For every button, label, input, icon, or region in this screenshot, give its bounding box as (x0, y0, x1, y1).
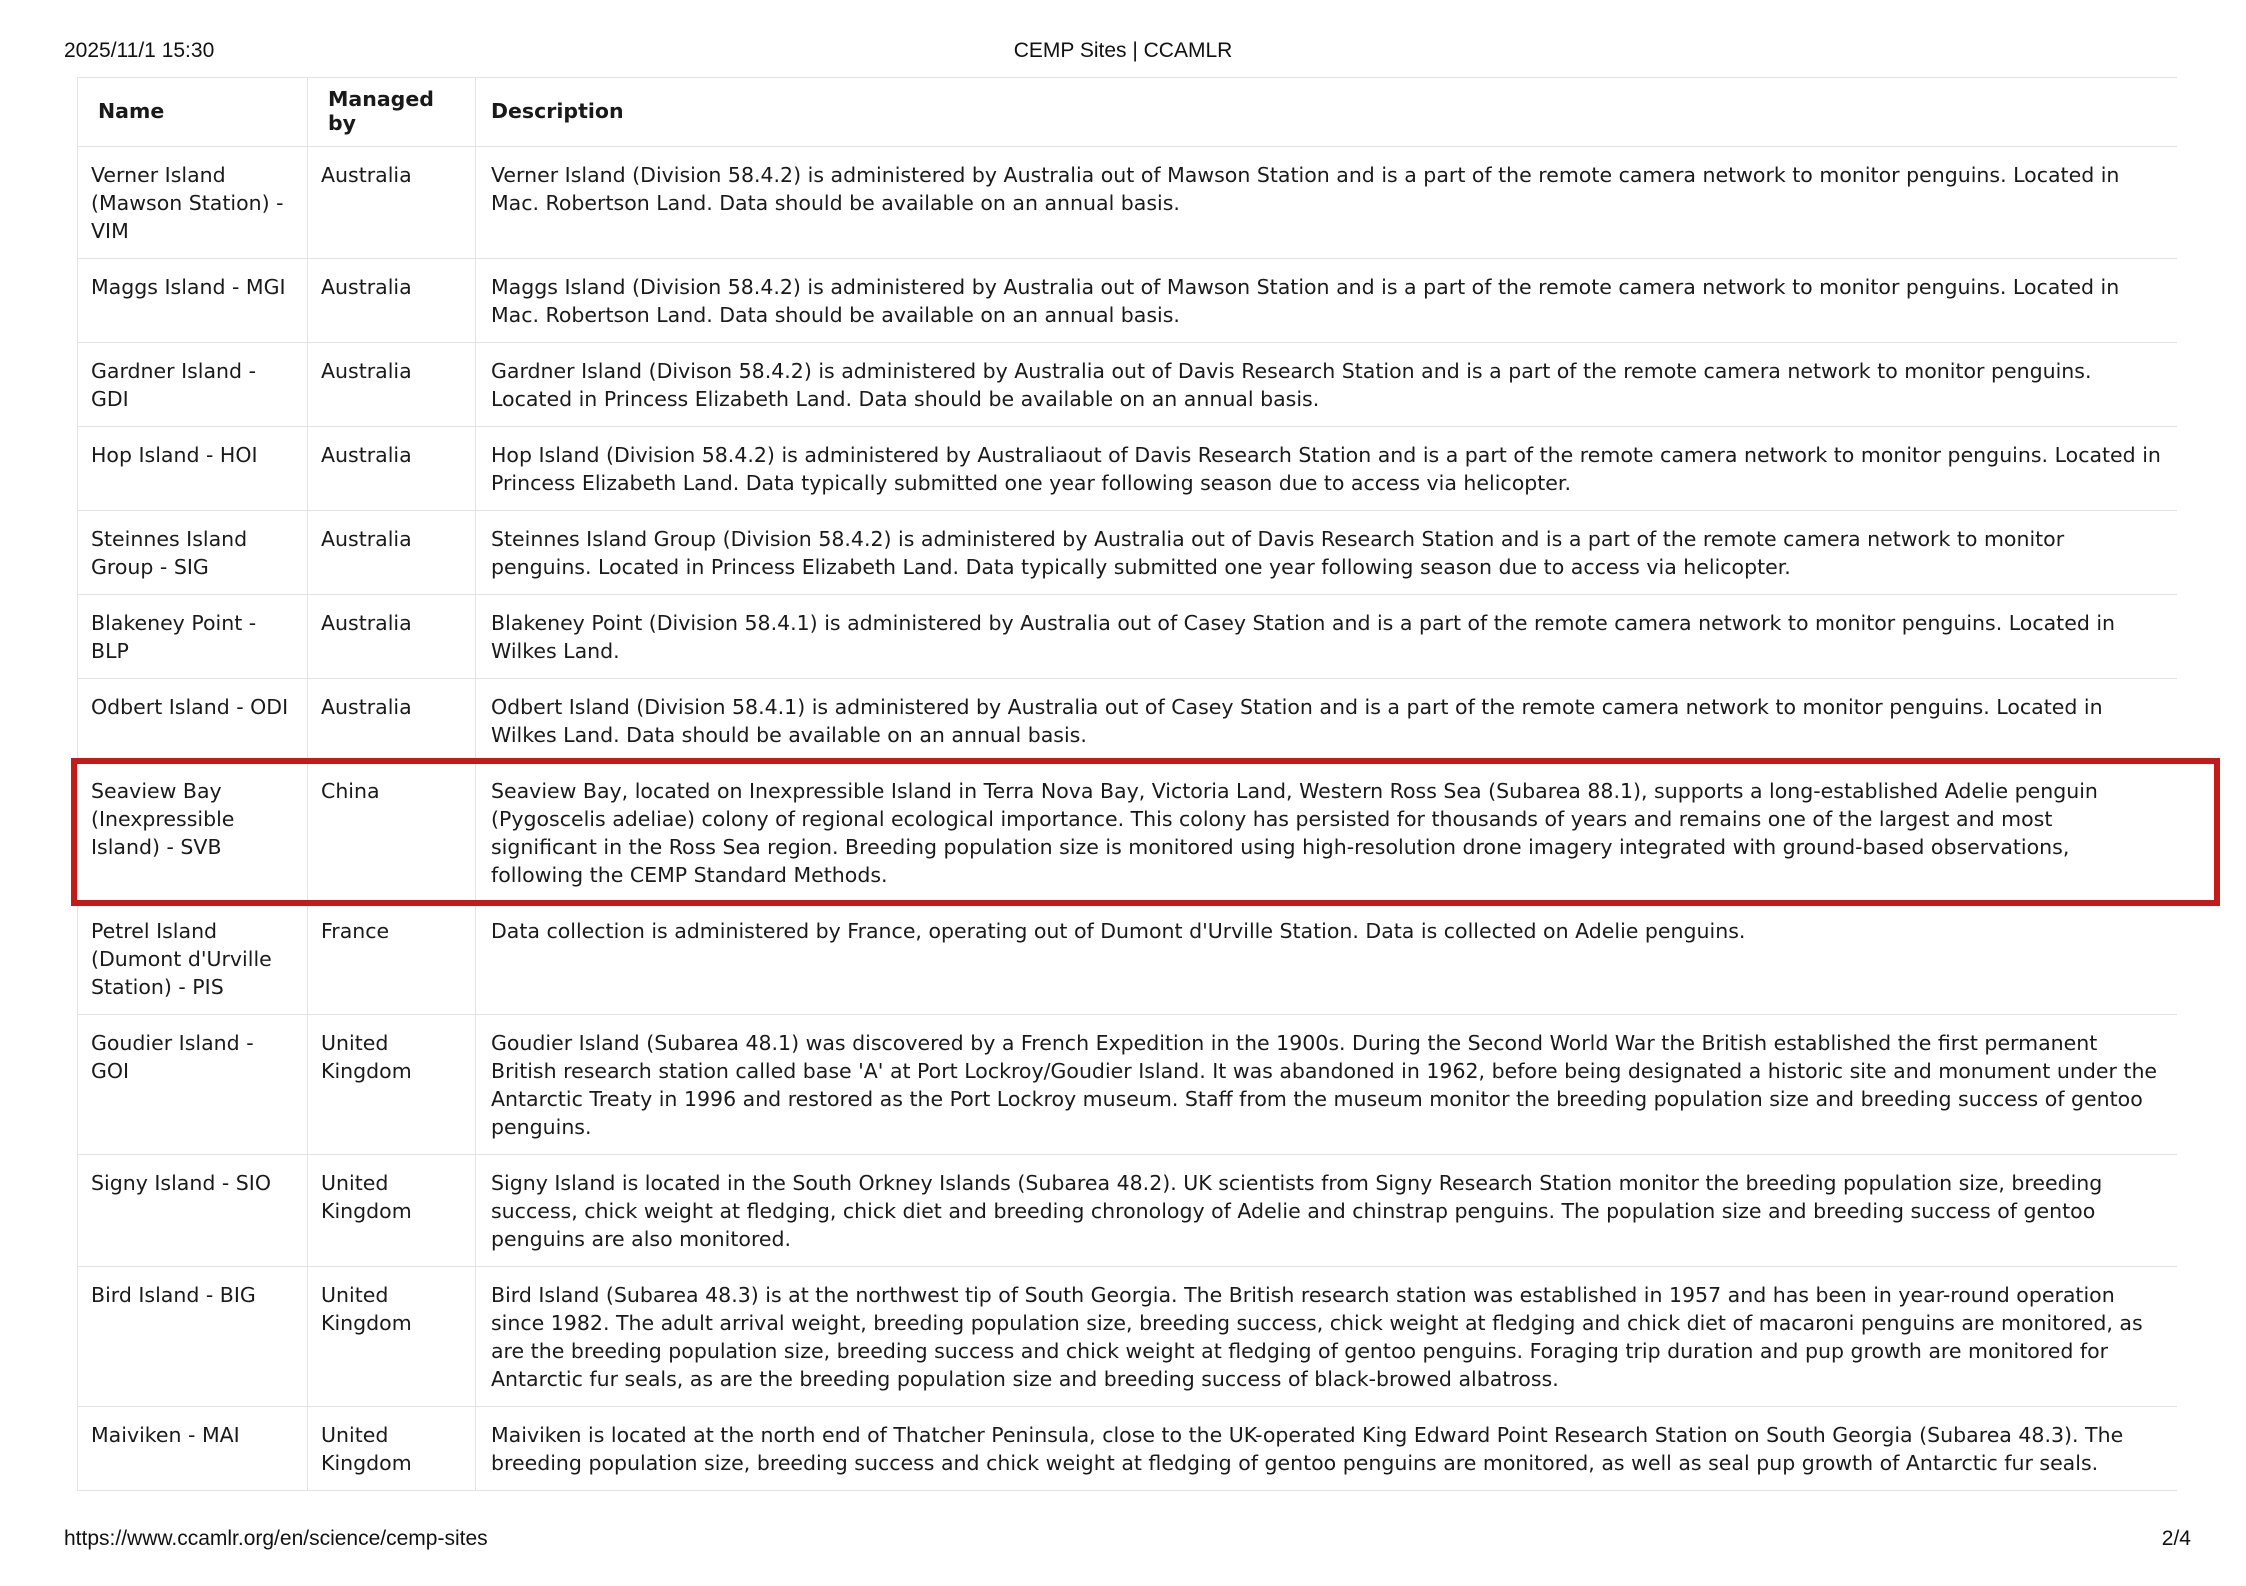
site-description: Blakeney Point (Division 58.4.1) is administered by Australia out of Casey Station and is a part of the remote camera network to monitor penguins. Located in Wilkes Land. (476, 595, 2177, 679)
table-row (78, 679, 2177, 763)
site-name[interactable]: Seaview Bay (Inexpressible Island) - SVB (78, 763, 308, 903)
site-name[interactable]: Maiviken - MAI (78, 1407, 308, 1491)
table-row (78, 511, 2177, 595)
site-description: Steinnes Island Group (Division 58.4.2) is administered by Australia out of Davis Research Station and is a part of the remote camera network to monitor penguins. Located in Princess Elizabeth Land. Data typically submitted one year following season due to access via helicopter. (476, 511, 2177, 595)
site-name[interactable]: Signy Island - SIO (78, 1155, 308, 1267)
table-row (78, 903, 2177, 1015)
column-header-managed-by[interactable]: Managed by (308, 78, 476, 147)
managed-by: Australia (308, 147, 476, 259)
site-name[interactable]: Maggs Island - MGI (78, 259, 308, 343)
table-row (78, 1155, 2177, 1267)
managed-by: China (308, 763, 476, 903)
managed-by: Australia (308, 511, 476, 595)
managed-by: France (308, 903, 476, 1015)
managed-by: Australia (308, 343, 476, 427)
site-description: Maiviken is located at the north end of Thatcher Peninsula, close to the UK-operated King Edward Point Research Station on South Georgia (Subarea 48.3). The breeding population size, breeding success and chick weight at fledging of gentoo penguins are monitored, as well as seal pup growth of Antarctic fur seals. (476, 1407, 2177, 1491)
table-row (78, 1407, 2177, 1491)
table-row-highlighted (78, 763, 2177, 903)
print-url[interactable]: https://www.ccamlr.org/en/science/cemp-sites (64, 1527, 488, 1550)
table-row (78, 259, 2177, 343)
managed-by: Australia (308, 679, 476, 763)
managed-by: United Kingdom (308, 1155, 476, 1267)
table-header-row (78, 78, 2177, 147)
site-name[interactable]: Petrel Island (Dumont d'Urville Station) - PIS (78, 903, 308, 1015)
site-name[interactable]: Gardner Island - GDI (78, 343, 308, 427)
site-description: Verner Island (Division 58.4.2) is administered by Australia out of Mawson Station and is a part of the remote camera network to monitor penguins. Located in Mac. Robertson Land. Data should be available on an annual basis. (476, 147, 2177, 259)
site-name[interactable]: Blakeney Point - BLP (78, 595, 308, 679)
managed-by: Australia (308, 259, 476, 343)
table-row (78, 427, 2177, 511)
site-description: Gardner Island (Divison 58.4.2) is administered by Australia out of Davis Research Station and is a part of the remote camera network to monitor penguins. Located in Princess Elizabeth Land. Data should be available on an annual basis. (476, 343, 2177, 427)
site-name[interactable]: Odbert Island - ODI (78, 679, 308, 763)
table-row (78, 1015, 2177, 1155)
site-description: Signy Island is located in the South Orkney Islands (Subarea 48.2). UK scientists from Signy Research Station monitor the breeding population size, breeding success, chick weight at fledging, chick diet and breeding chronology of Adelie and chinstrap penguins. The population size and breeding success of gentoo penguins are also monitored. (476, 1155, 2177, 1267)
site-description: Data collection is administered by France, operating out of Dumont d'Urville Station. Data is collected on Adelie penguins. (476, 903, 2177, 1015)
site-description: Goudier Island (Subarea 48.1) was discovered by a French Expedition in the 1900s. During the Second World War the British established the first permanent British research station called base 'A' at Port Lockroy/Goudier Island. It was abandoned in 1962, before being designated a historic site and monument under the Antarctic Treaty in 1996 and restored as the Port Lockroy museum. Staff from the museum monitor the breeding population size and breeding success of gentoo penguins. (476, 1015, 2177, 1155)
table-row (78, 343, 2177, 427)
column-header-name[interactable]: Name (78, 78, 308, 147)
cemp-sites-table (77, 77, 2177, 1491)
site-name[interactable]: Hop Island - HOI (78, 427, 308, 511)
managed-by: Australia (308, 595, 476, 679)
site-description: Bird Island (Subarea 48.3) is at the northwest tip of South Georgia. The British research station was established in 1957 and has been in year-round operation since 1982. The adult arrival weight, breeding population size, breeding success, chick weight at fledging and chick diet of macaroni penguins are monitored, as are the breeding population size, breeding success and chick weight at fledging of gentoo penguins. Foraging trip duration and pup growth are monitored for Antarctic fur seals, as are the breeding population size and breeding success of black-browed albatross. (476, 1267, 2177, 1407)
table-row (78, 1267, 2177, 1407)
site-name[interactable]: Steinnes Island Group - SIG (78, 511, 308, 595)
site-name[interactable]: Goudier Island - GOI (78, 1015, 308, 1155)
managed-by: Australia (308, 427, 476, 511)
page-number: 2/4 (2161, 1527, 2191, 1550)
site-description: Maggs Island (Division 58.4.2) is administered by Australia out of Mawson Station and is a part of the remote camera network to monitor penguins. Located in Mac. Robertson Land. Data should be available on an annual basis. (476, 259, 2177, 343)
site-name[interactable]: Bird Island - BIG (78, 1267, 308, 1407)
managed-by: United Kingdom (308, 1267, 476, 1407)
site-description: Odbert Island (Division 58.4.1) is administered by Australia out of Casey Station and is a part of the remote camera network to monitor penguins. Located in Wilkes Land. Data should be available on an annual basis. (476, 679, 2177, 763)
column-header-description: Description (476, 78, 2177, 147)
managed-by: United Kingdom (308, 1015, 476, 1155)
table-row (78, 595, 2177, 679)
print-page-title: CEMP Sites | CCAMLR (1013, 39, 1233, 62)
table-row (78, 147, 2177, 259)
print-datetime: 2025/11/1 15:30 (64, 39, 215, 62)
site-name[interactable]: Verner Island (Mawson Station) - VIM (78, 147, 308, 259)
site-description: Seaview Bay, located on Inexpressible Island in Terra Nova Bay, Victoria Land, Western Ross Sea (Subarea 88.1), supports a long-established Adelie penguin (Pygoscelis adeliae) colony of regional ecological importance. This colony has persisted for thousands of years and remains one of the largest and most significant in the Ross Sea region. Breeding population size is monitored using high-resolution drone imagery integrated with ground-based observations, following the CEMP Standard Methods. (476, 763, 2177, 903)
site-description: Hop Island (Division 58.4.2) is administered by Australiaout of Davis Research Station and is a part of the remote camera network to monitor penguins. Located in Princess Elizabeth Land. Data typically submitted one year following season due to access via helicopter. (476, 427, 2177, 511)
managed-by: United Kingdom (308, 1407, 476, 1491)
